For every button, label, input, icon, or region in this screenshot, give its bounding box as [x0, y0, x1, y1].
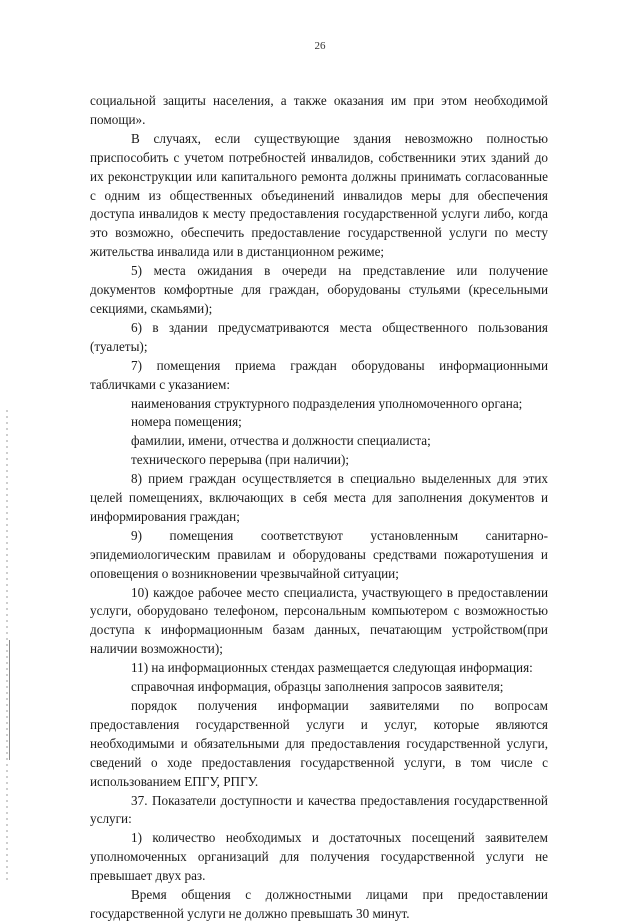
- paragraph-item-9: 9) помещения соответствуют установленным санитарно-эпидемиологическим правилам и оборудованы средствами пожаротушения и оповещения о возникновении чрезвычайной ситуации;: [90, 527, 548, 581]
- paragraph-item-11: 11) на информационных стендах размещается следующая информация:: [131, 660, 533, 676]
- paragraph-visits-count: 1) количество необходимых и достаточных посещений заявителем уполномоченных организаций для получения государственной услуги не превышает двух раз.: [90, 830, 548, 884]
- paragraph-item-5: 5) места ожидания в очереди на представление или получение документов комфортные для граждан, оборудованы стульями (кресельными секциями, скамьями);: [90, 263, 548, 316]
- document-body: [90, 92, 548, 924]
- paragraph-item-10: 10) каждое рабочее место специалиста, участвующего в предоставлении услуги, оборудовано телефоном, персональным компьютером с возможностью доступа к информационным базам данных, печатающим устройством(при наличии возможности);: [90, 584, 548, 657]
- paragraph-section-37: 37. Показатели доступности и качества предоставления государственной услуги:: [90, 792, 548, 827]
- paragraph-disabled-access: В случаях, если существующие здания невозможно полностью приспособить с учетом потребностей инвалидов, собственники этих зданий до их реконструкции или капитального ремонта должны принимать согласованные с одним из общественных объединений инвалидов меры для обеспечения доступа инвалидов к месту предоставления государственной услуги либо, когда это возможно, обеспечить предоставление государственной услуги по месту жительства инвалида или в дистанционном режиме;: [90, 130, 548, 260]
- paragraph-info-procedure: порядок получения информации заявителями по вопросам предоставления государственной услуги и услуг, которые являются необходимыми и обязательными для предоставления государственной услуги, сведений о ходе предоставления государственной услуги, в том числе с использованием ЕПГУ, РПГУ.: [90, 698, 548, 789]
- paragraph-item-7: 7) помещения приема граждан оборудованы информационными табличками с указанием:: [90, 357, 548, 392]
- paragraph-item-8: 8) прием граждан осуществляется в специально выделенных для этих целей помещениях, включающих в себя места для заполнения документов и информирования граждан;: [90, 471, 548, 524]
- paragraph-continuation: социальной защиты населения, а также оказания им при этом необходимой помощи».: [90, 93, 548, 127]
- scan-edge-line: [9, 640, 10, 760]
- list-item-room-number: номера помещения;: [131, 414, 242, 430]
- scan-edge-artifact: [6, 410, 8, 880]
- list-item-department-name: наименования структурного подразделения уполномоченного органа;: [131, 395, 523, 411]
- list-item-reference-info: справочная информация, образцы заполнения запросов заявителя;: [131, 679, 504, 695]
- page-number: 26: [314, 40, 326, 52]
- list-item-technical-break: технического перерыва (при наличии);: [131, 452, 349, 468]
- list-item-specialist-name: фамилии, имени, отчества и должности специалиста;: [131, 433, 431, 449]
- paragraph-communication-time: Время общения с должностными лицами при предоставлении государственной услуги не должно превышать 30 минут.: [90, 887, 548, 921]
- paragraph-item-6: 6) в здании предусматриваются места общественного пользования (туалеты);: [90, 319, 548, 354]
